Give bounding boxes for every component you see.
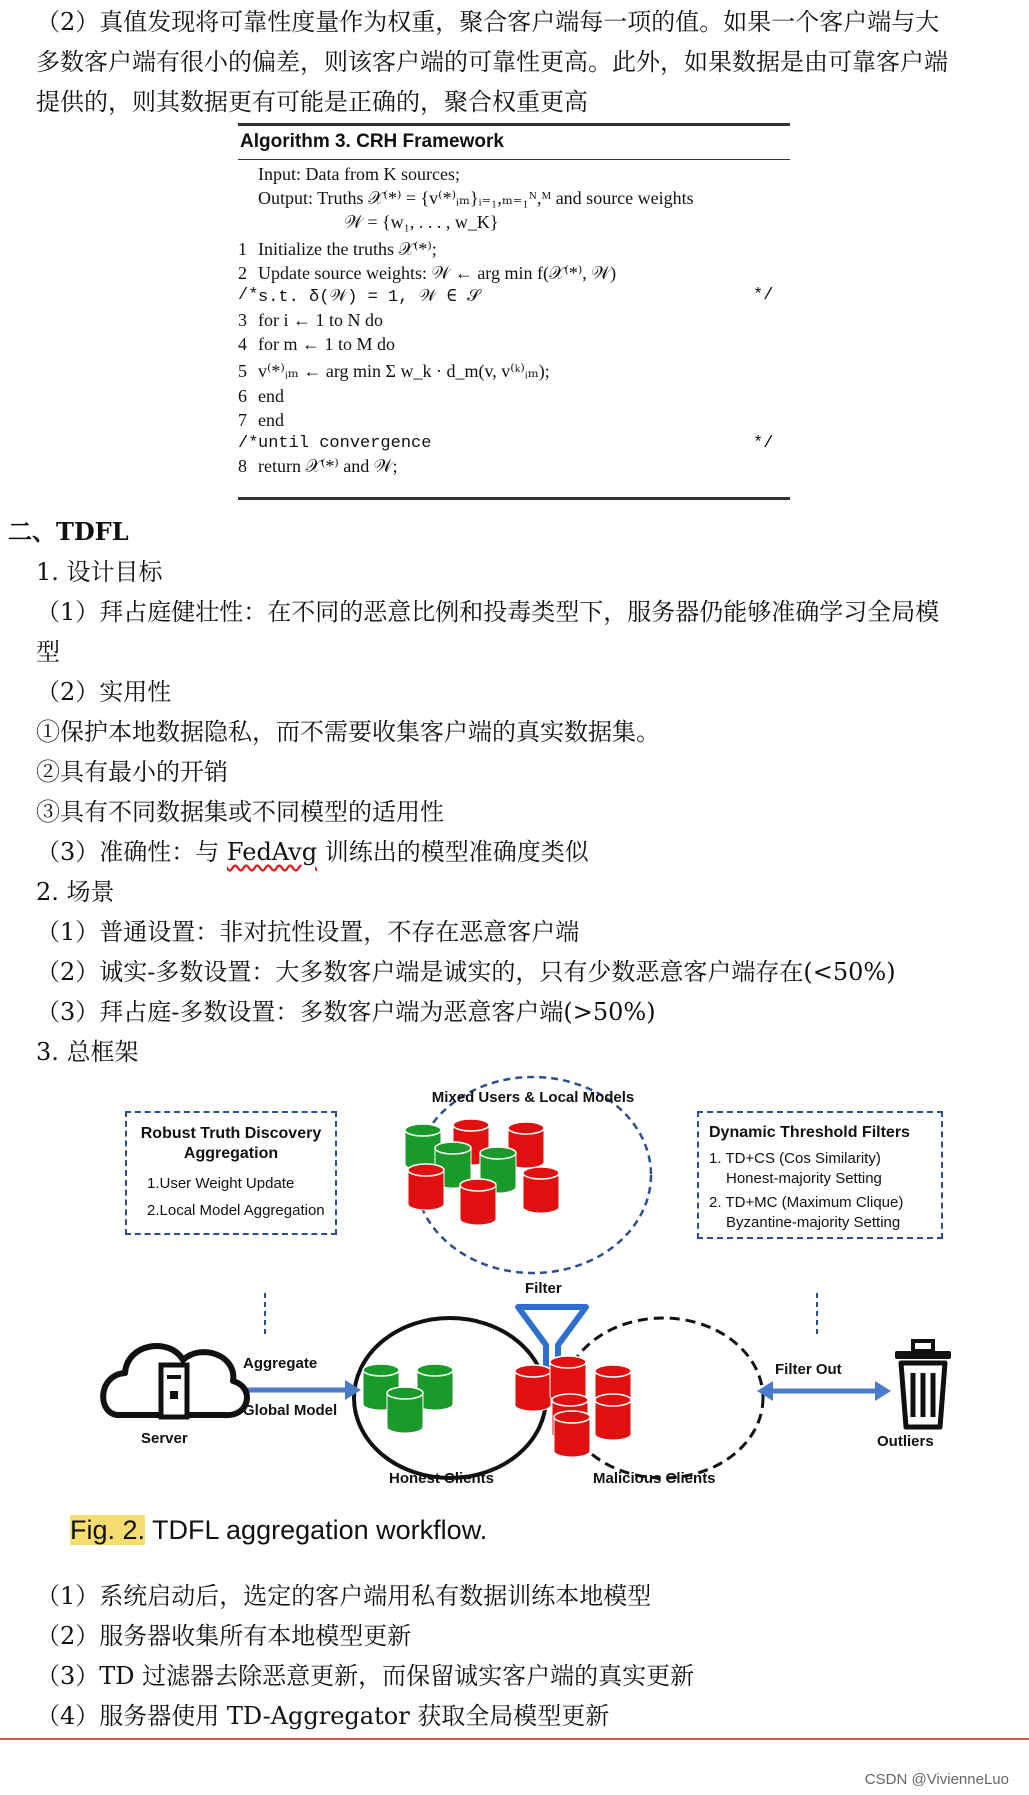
algorithm-title-rule [238, 159, 790, 160]
robust-aggregation-box [125, 1111, 337, 1235]
algorithm-step-number: 3 [238, 310, 247, 330]
dynamic-filters-box [697, 1111, 943, 1239]
robust-title-1: Robust Truth Discovery [140, 1125, 322, 1142]
malicious-model-icon [515, 1365, 551, 1411]
scene-1: （1）普通设置：非对抗性设置，不存在恶意客户端 [36, 918, 580, 946]
algorithm-step-number: /* [238, 286, 259, 305]
goals-title: 1. 设计目标 [36, 558, 163, 586]
goal-2-item-1: ①保护本地数据隐私，而不需要收集客户端的真实数据集。 [36, 718, 660, 746]
goal-1-line-1: （1）拜占庭健壮性：在不同的恶意比例和投毒类型下，服务器仍能够准确学习全局模 [36, 598, 940, 626]
filter-out-label: Filter Out [775, 1361, 842, 1378]
server-cloud-icon [103, 1346, 247, 1417]
section-heading: 二、TDFL [8, 517, 129, 546]
figure-number: Fig. 2. [70, 1515, 146, 1545]
algorithm-step-number: 6 [238, 386, 247, 406]
honest-model-icon [387, 1387, 423, 1433]
intro-line-3: 提供的，则其数据更有可能是正确的，聚合权重更高 [36, 88, 588, 116]
algorithm-top-rule [238, 123, 790, 126]
step-4: （4）服务器使用 TD-Aggregator 获取全局模型更新 [36, 1702, 610, 1730]
algorithm-step-number: 8 [238, 456, 247, 476]
scene-3: （3）拜占庭-多数设置：多数客户端为恶意客户端(>50%) [36, 998, 656, 1026]
malicious-model-icon [523, 1167, 559, 1213]
global-model-label: Global Model [243, 1402, 338, 1419]
goal-1-line-2: 型 [36, 638, 60, 666]
step-3: （3）TD 过滤器去除恶意更新，而保留诚实客户端的真实更新 [36, 1662, 695, 1690]
malicious-clients-label: Malicious Clients [593, 1470, 716, 1487]
algorithm-bottom-rule [238, 497, 790, 500]
algorithm-step-number: 5 [238, 361, 247, 381]
algorithm-step-text: v⁽*⁾ᵢₘ ← arg min Σ w_k · d_m(v, v⁽ᵏ⁾ᵢₘ); [258, 361, 550, 381]
step-2: （2）服务器收集所有本地模型更新 [36, 1622, 412, 1650]
csdn-watermark: CSDN @VivienneLuo [864, 1771, 1009, 1788]
algorithm-step-number: 2 [238, 263, 247, 283]
tdfl-workflow-figure [95, 1075, 975, 1495]
filter-out-arrow [757, 1381, 891, 1401]
goal-2-title: （2）实用性 [36, 678, 172, 706]
mixed-users-title: Mixed Users & Local Models [431, 1089, 635, 1106]
scene-2: （2）诚实-多数设置：大多数客户端是诚实的，只有少数恶意客户端存在(<50%) [36, 958, 896, 986]
dynamic-item-1: 1. TD+CS (Cos Similarity) [709, 1150, 881, 1167]
algorithm-step-text: for m ← 1 to M do [258, 334, 395, 354]
algorithm-step-number: 1 [238, 239, 247, 259]
algorithm-step-text: end [258, 386, 284, 406]
algorithm-output: Output: Truths 𝒳⁽*⁾ = {v⁽*⁾ᵢₘ}ᵢ₌₁,ₘ₌₁ᴺ,ᴹ and source weights [258, 188, 694, 208]
outliers-trash-icon [895, 1341, 951, 1427]
algorithm-step-text: s.t. δ(𝒲) = 1, 𝒲 ∈ 𝒮 [258, 288, 481, 307]
aggregate-label: Aggregate [243, 1355, 318, 1372]
algorithm-box [238, 123, 790, 501]
algorithm-step-text: for i ← 1 to N do [258, 310, 383, 330]
intro-line-1: （2）真值发现将可靠性度量作为权重，聚合客户端每一项的值。如果一个客户端与大 [36, 8, 940, 36]
spellcheck-word-fedavg: FedAvg [226, 838, 318, 866]
goal-2-item-3: ③具有不同数据集或不同模型的适用性 [36, 798, 444, 826]
malicious-clients-ellipse [563, 1318, 763, 1478]
robust-title-2: Aggregation [183, 1145, 279, 1162]
scenes-title: 2. 场景 [36, 878, 115, 906]
algorithm-step-text: Initialize the truths 𝒳⁽*⁾; [258, 239, 437, 259]
malicious-model-icon [460, 1179, 496, 1225]
robust-item-1: 1.User Weight Update [147, 1175, 295, 1192]
goal-2-item-2: ②具有最小的开销 [36, 758, 228, 786]
outliers-label: Outliers [877, 1433, 934, 1450]
algorithm-comment-end: */ [753, 434, 774, 453]
algorithm-title: Algorithm 3. CRH Framework [240, 131, 504, 152]
footer-divider [0, 1738, 1029, 1740]
dynamic-item-2: 2. TD+MC (Maximum Clique) [709, 1194, 904, 1211]
dynamic-item-2-setting: Byzantine-majority Setting [726, 1214, 901, 1231]
malicious-model-icon [595, 1394, 631, 1440]
figure-caption [70, 1515, 487, 1546]
algorithm-step-text: return 𝒳⁽*⁾ and 𝒲; [258, 456, 398, 476]
algorithm-output-weights: 𝒲 = {w₁, . . . , w_K} [344, 212, 499, 232]
framework-title: 3. 总框架 [36, 1038, 139, 1066]
honest-clients-label: Honest Clients [389, 1470, 495, 1487]
dynamic-title: Dynamic Threshold Filters [709, 1124, 910, 1141]
algorithm-step-number: /* [238, 434, 259, 453]
server-label: Server [141, 1430, 188, 1447]
robust-item-2: 2.Local Model Aggregation [147, 1202, 325, 1219]
algorithm-step-text: until convergence [258, 434, 432, 453]
algorithm-input: Input: Data from K sources; [258, 164, 460, 184]
model-cylinders [363, 1119, 631, 1457]
step-1: （1）系统启动后，选定的客户端用私有数据训练本地模型 [36, 1582, 652, 1610]
algorithm-step-number: 4 [238, 334, 247, 354]
filter-label: Filter [525, 1280, 562, 1297]
algorithm-comment-end: */ [753, 286, 774, 305]
algorithm-step-text: end [258, 410, 284, 430]
algorithm-step-text: Update source weights: 𝒲 ← arg min f(𝒳⁽*⁾, 𝒲) [258, 263, 617, 283]
intro-line-2: 多数客户端有很小的偏差，则该客户端的可靠性更高。此外，如果数据是由可靠客户端 [36, 48, 948, 76]
malicious-model-icon [554, 1411, 590, 1457]
goal-3: （3）准确性：与 FedAvg 训练出的模型准确度类似 [36, 838, 589, 866]
dynamic-item-1-setting: Honest-majority Setting [726, 1170, 882, 1187]
figure-caption-text: TDFL aggregation workflow. [145, 1515, 488, 1545]
algorithm-step-number: 7 [238, 410, 247, 430]
malicious-model-icon [408, 1164, 444, 1210]
